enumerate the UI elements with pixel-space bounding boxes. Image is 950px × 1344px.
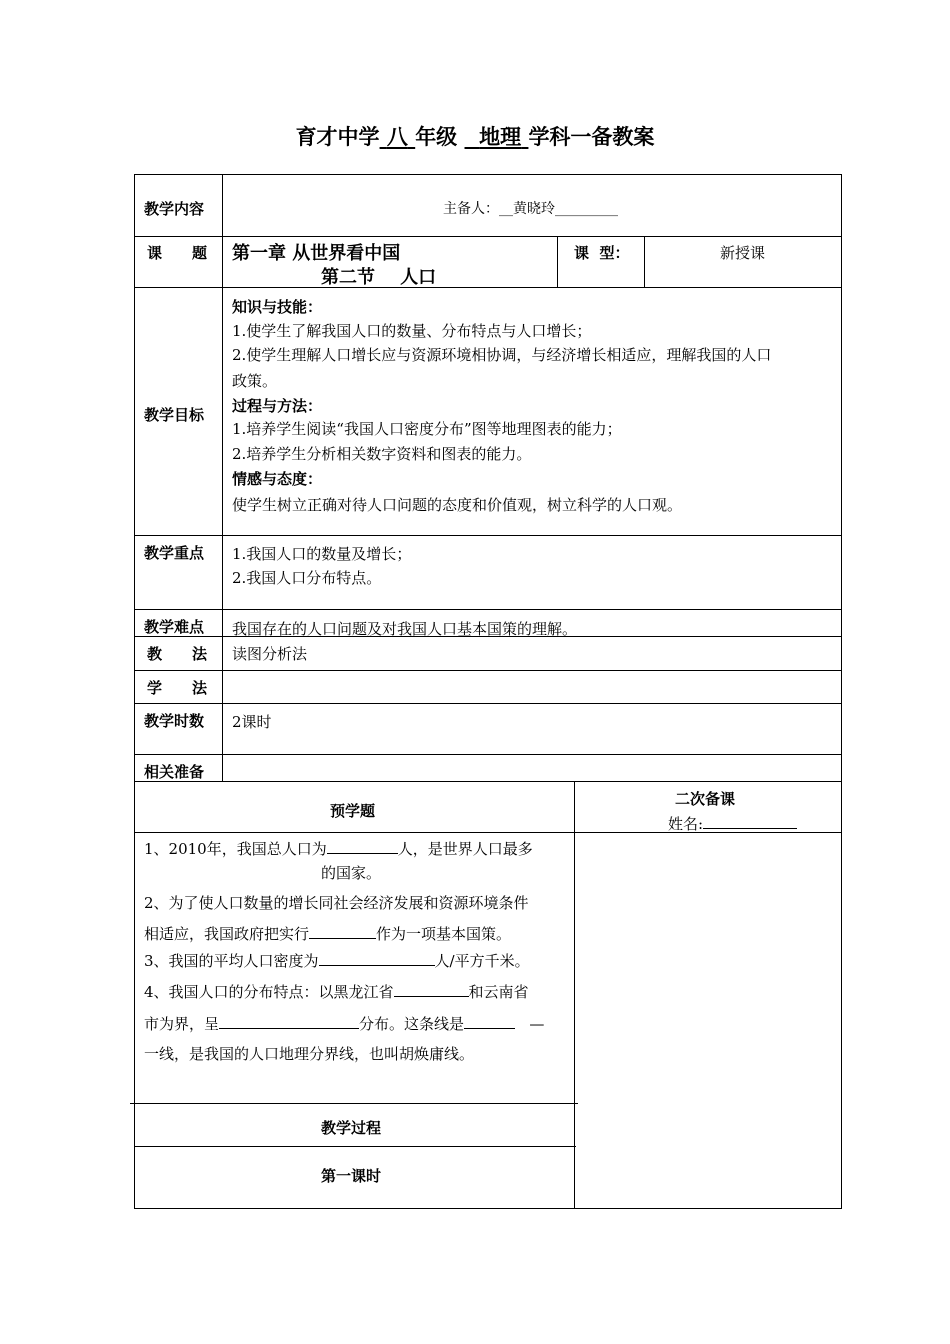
section-title: 第二节 人口 [321, 267, 437, 288]
row-line [134, 703, 842, 704]
table-border-right [841, 174, 842, 1209]
table-border-left [134, 174, 135, 1209]
grade-underlined [380, 125, 416, 149]
question-4-line-2 [144, 1013, 544, 1034]
question-4-blank-1[interactable] [394, 982, 469, 997]
teaching-process-label: 教学过程 [321, 1119, 382, 1137]
preparation-label: 相关准备 [144, 763, 205, 781]
process-heading: 过程与方法： [232, 397, 323, 415]
question-2-text: 相适应，我国政府把实行 [144, 925, 310, 943]
learning-method-label: 学 法 [147, 679, 208, 697]
name-field [668, 813, 797, 834]
row-line [134, 609, 842, 610]
question-4-text-2: 市为界，呈 [144, 1015, 220, 1033]
question-1-blank[interactable] [327, 839, 398, 854]
grade-value: 八 [386, 125, 408, 149]
question-2: 2、为了使人口数量的增长同社会经济发展和资源环境条件 [144, 894, 529, 912]
question-1-cont: 的国家。 [321, 864, 382, 882]
row-line [134, 754, 842, 755]
preparer-field: 主备人：__黄晓玲_________ [443, 201, 618, 217]
question-4 [144, 981, 529, 1002]
teaching-method-value: 读图分析法 [232, 645, 308, 663]
lesson-type-label: 课 型： [574, 244, 630, 262]
subject-underlined [465, 125, 529, 149]
question-3-text-cont: 人/平方千米。 [434, 952, 530, 970]
content-label: 教学内容 [144, 200, 205, 218]
knowledge-item-2-cont: 政策。 [232, 372, 278, 390]
subject-value: 地理 [479, 125, 522, 149]
table-border-top [134, 174, 842, 175]
school-name: 育才中学 [295, 125, 380, 149]
emotion-item-1: 使学生树立正确对待人口问题的态度和价值观，树立科学的人口观。 [232, 496, 683, 514]
row-line [134, 781, 842, 782]
key-point-2: 2.我国人口分布特点。 [232, 569, 382, 587]
difficulty-value: 我国存在的人口问题及对我国人口基本国策的理解。 [232, 620, 578, 638]
knowledge-item-1: 1.使学生了解我国人口的数量、分布特点与人口增长； [232, 322, 592, 340]
question-1 [144, 838, 533, 859]
preview-questions-label: 预学题 [330, 802, 376, 820]
question-4-dash: — [529, 1015, 545, 1033]
question-1-text-cont: 人，是世界人口最多 [397, 840, 533, 858]
second-prep-label: 二次备课 [675, 790, 736, 808]
difficulty-label: 教学难点 [144, 618, 205, 636]
hours-label: 教学时数 [144, 712, 205, 730]
key-point-1: 1.我国人口的数量及增长； [232, 545, 412, 563]
process-item-1: 1.培养学生阅读“我国人口密度分布”图等地理图表的能力； [232, 420, 622, 438]
question-4-text-3: 分布。这条线是 [359, 1015, 465, 1033]
key-points-label: 教学重点 [144, 544, 205, 562]
process-item-2: 2.培养学生分析相关数字资料和图表的能力。 [232, 445, 532, 463]
preview-column-divider [574, 781, 575, 1209]
row-line [134, 535, 842, 536]
question-2-cont [144, 923, 511, 944]
question-4-text: 4、我国人口的分布特点：以黑龙江省 [144, 983, 394, 1001]
name-label: 姓名: [668, 815, 704, 833]
emotion-heading: 情感与态度： [232, 470, 323, 488]
question-3 [144, 950, 530, 971]
question-4-blank-2[interactable] [219, 1014, 359, 1029]
topic-label: 课 题 [147, 244, 208, 262]
row-line [134, 1146, 576, 1147]
question-2-text-cont: 作为一项基本国策。 [376, 925, 512, 943]
row-line [134, 670, 842, 671]
teaching-method-label: 教 法 [147, 645, 208, 663]
objectives-label: 教学目标 [144, 406, 205, 424]
question-4-line-3: 一线，是我国的人口地理分界线，也叫胡焕庸线。 [144, 1045, 475, 1063]
hours-value: 2课时 [232, 713, 272, 731]
lesson-type-value: 新授课 [720, 244, 766, 262]
knowledge-heading: 知识与技能： [232, 298, 323, 316]
topic-divider-1 [557, 236, 558, 287]
table-border-bottom [134, 1208, 842, 1209]
question-1-text: 1、2010年，我国总人口为 [144, 840, 327, 858]
question-4-blank-3[interactable] [464, 1014, 515, 1029]
row-line [134, 236, 842, 237]
first-lesson-label: 第一课时 [321, 1167, 382, 1185]
question-3-text: 3、我国的平均人口密度为 [144, 952, 319, 970]
chapter-title: 第一章 从世界看中国 [232, 243, 401, 264]
topic-divider-2 [644, 236, 645, 287]
row-line [130, 1103, 578, 1104]
label-column-divider [222, 174, 223, 781]
name-blank[interactable] [703, 814, 797, 829]
knowledge-item-2: 2.使学生理解人口增长应与资源环境相协调，与经济增长相适应，理解我国的人口 [232, 346, 772, 364]
grade-suffix: 年级 [415, 125, 458, 149]
page-title [0, 121, 950, 151]
title-suffix: 学科一备教案 [528, 125, 655, 149]
question-4-text-cont: 和云南省 [468, 983, 529, 1001]
question-2-blank[interactable] [309, 924, 376, 939]
question-3-blank[interactable] [319, 951, 435, 966]
row-line [134, 287, 842, 288]
